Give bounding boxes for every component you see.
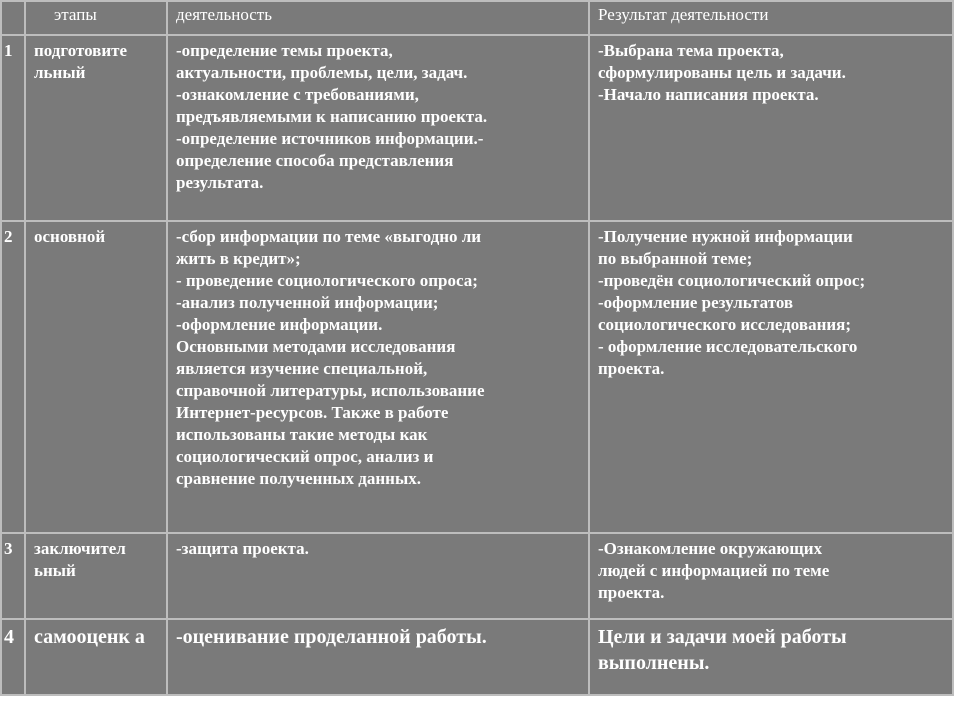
activity-line: использованы такие методы как (176, 425, 428, 444)
activity-line: Интернет-ресурсов. Также в работе (176, 403, 449, 422)
header-number (1, 1, 25, 35)
activity-line: результата. (176, 173, 264, 192)
activity-line: предъявляемыми к написанию проекта. (176, 107, 488, 126)
result-line: Цели и задачи моей работы (598, 626, 847, 648)
activity-line: жить в кредит»; (176, 249, 301, 268)
row-number: 4 (1, 619, 25, 695)
header-activity: деятельность (167, 1, 589, 35)
activity-line: справочной литературы, использование (176, 381, 485, 400)
result-line: выполнены. (598, 652, 710, 674)
activity-line: сравнение полученных данных. (176, 469, 421, 488)
activity-line: -анализ полученной информации; (176, 293, 439, 312)
activity-cell (167, 221, 589, 533)
result-line: социологического исследования; (598, 315, 852, 334)
activity-line: Основными методами исследования (176, 337, 456, 356)
result-cell (589, 619, 953, 695)
result-line: проекта. (598, 583, 665, 602)
activity-cell (167, 533, 589, 619)
row-number: 3 (1, 533, 25, 619)
table-row (1, 619, 953, 695)
stage-cell: заключител ьный (25, 533, 167, 619)
row-number: 1 (1, 35, 25, 221)
activity-line: -защита проекта. (176, 539, 309, 558)
result-line: проекта. (598, 359, 665, 378)
result-cell (589, 533, 953, 619)
header-result: Результат деятельности (589, 1, 953, 35)
activity-cell (167, 619, 589, 695)
result-cell (589, 35, 953, 221)
result-line: -Выбрана тема проекта, (598, 41, 784, 60)
result-line: -проведён социологический опрос; (598, 271, 866, 290)
activity-line: определение способа представления (176, 151, 454, 170)
stage-cell: подготовите льный (25, 35, 167, 221)
header-stages: этапы (25, 1, 167, 35)
activity-line: актуальности, проблемы, цели, задач. (176, 63, 468, 82)
activity-line: является изучение специальной, (176, 359, 428, 378)
activity-line: - проведение социологического опроса; (176, 271, 478, 290)
result-cell (589, 221, 953, 533)
activity-cell (167, 35, 589, 221)
table-header-row (1, 1, 953, 35)
result-line: -Ознакомление окружающих (598, 539, 823, 558)
result-line: -оформление результатов (598, 293, 794, 312)
stage-cell: основной (25, 221, 167, 533)
activity-line: -сбор информации по теме «выгодно ли (176, 227, 482, 246)
result-line: по выбранной теме; (598, 249, 753, 268)
result-line: - оформление исследовательского (598, 337, 858, 356)
activity-line: социологический опрос, анализ и (176, 447, 434, 466)
result-line: сформулированы цель и задачи. (598, 63, 846, 82)
activity-line: -оформление информации. (176, 315, 383, 334)
table-row (1, 35, 953, 221)
table-row (1, 221, 953, 533)
stage-cell: самооценк а (25, 619, 167, 695)
result-line: людей с информацией по теме (598, 561, 830, 580)
activity-line: -определение темы проекта, (176, 41, 393, 60)
activity-line: -оценивание проделанной работы. (176, 626, 487, 648)
result-line: -Получение нужной информации (598, 227, 853, 246)
result-line: -Начало написания проекта. (598, 85, 819, 104)
row-number: 2 (1, 221, 25, 533)
activity-line: -ознакомление с требованиями, (176, 85, 419, 104)
activity-line: -определение источников информации.- (176, 129, 484, 148)
table-row (1, 533, 953, 619)
